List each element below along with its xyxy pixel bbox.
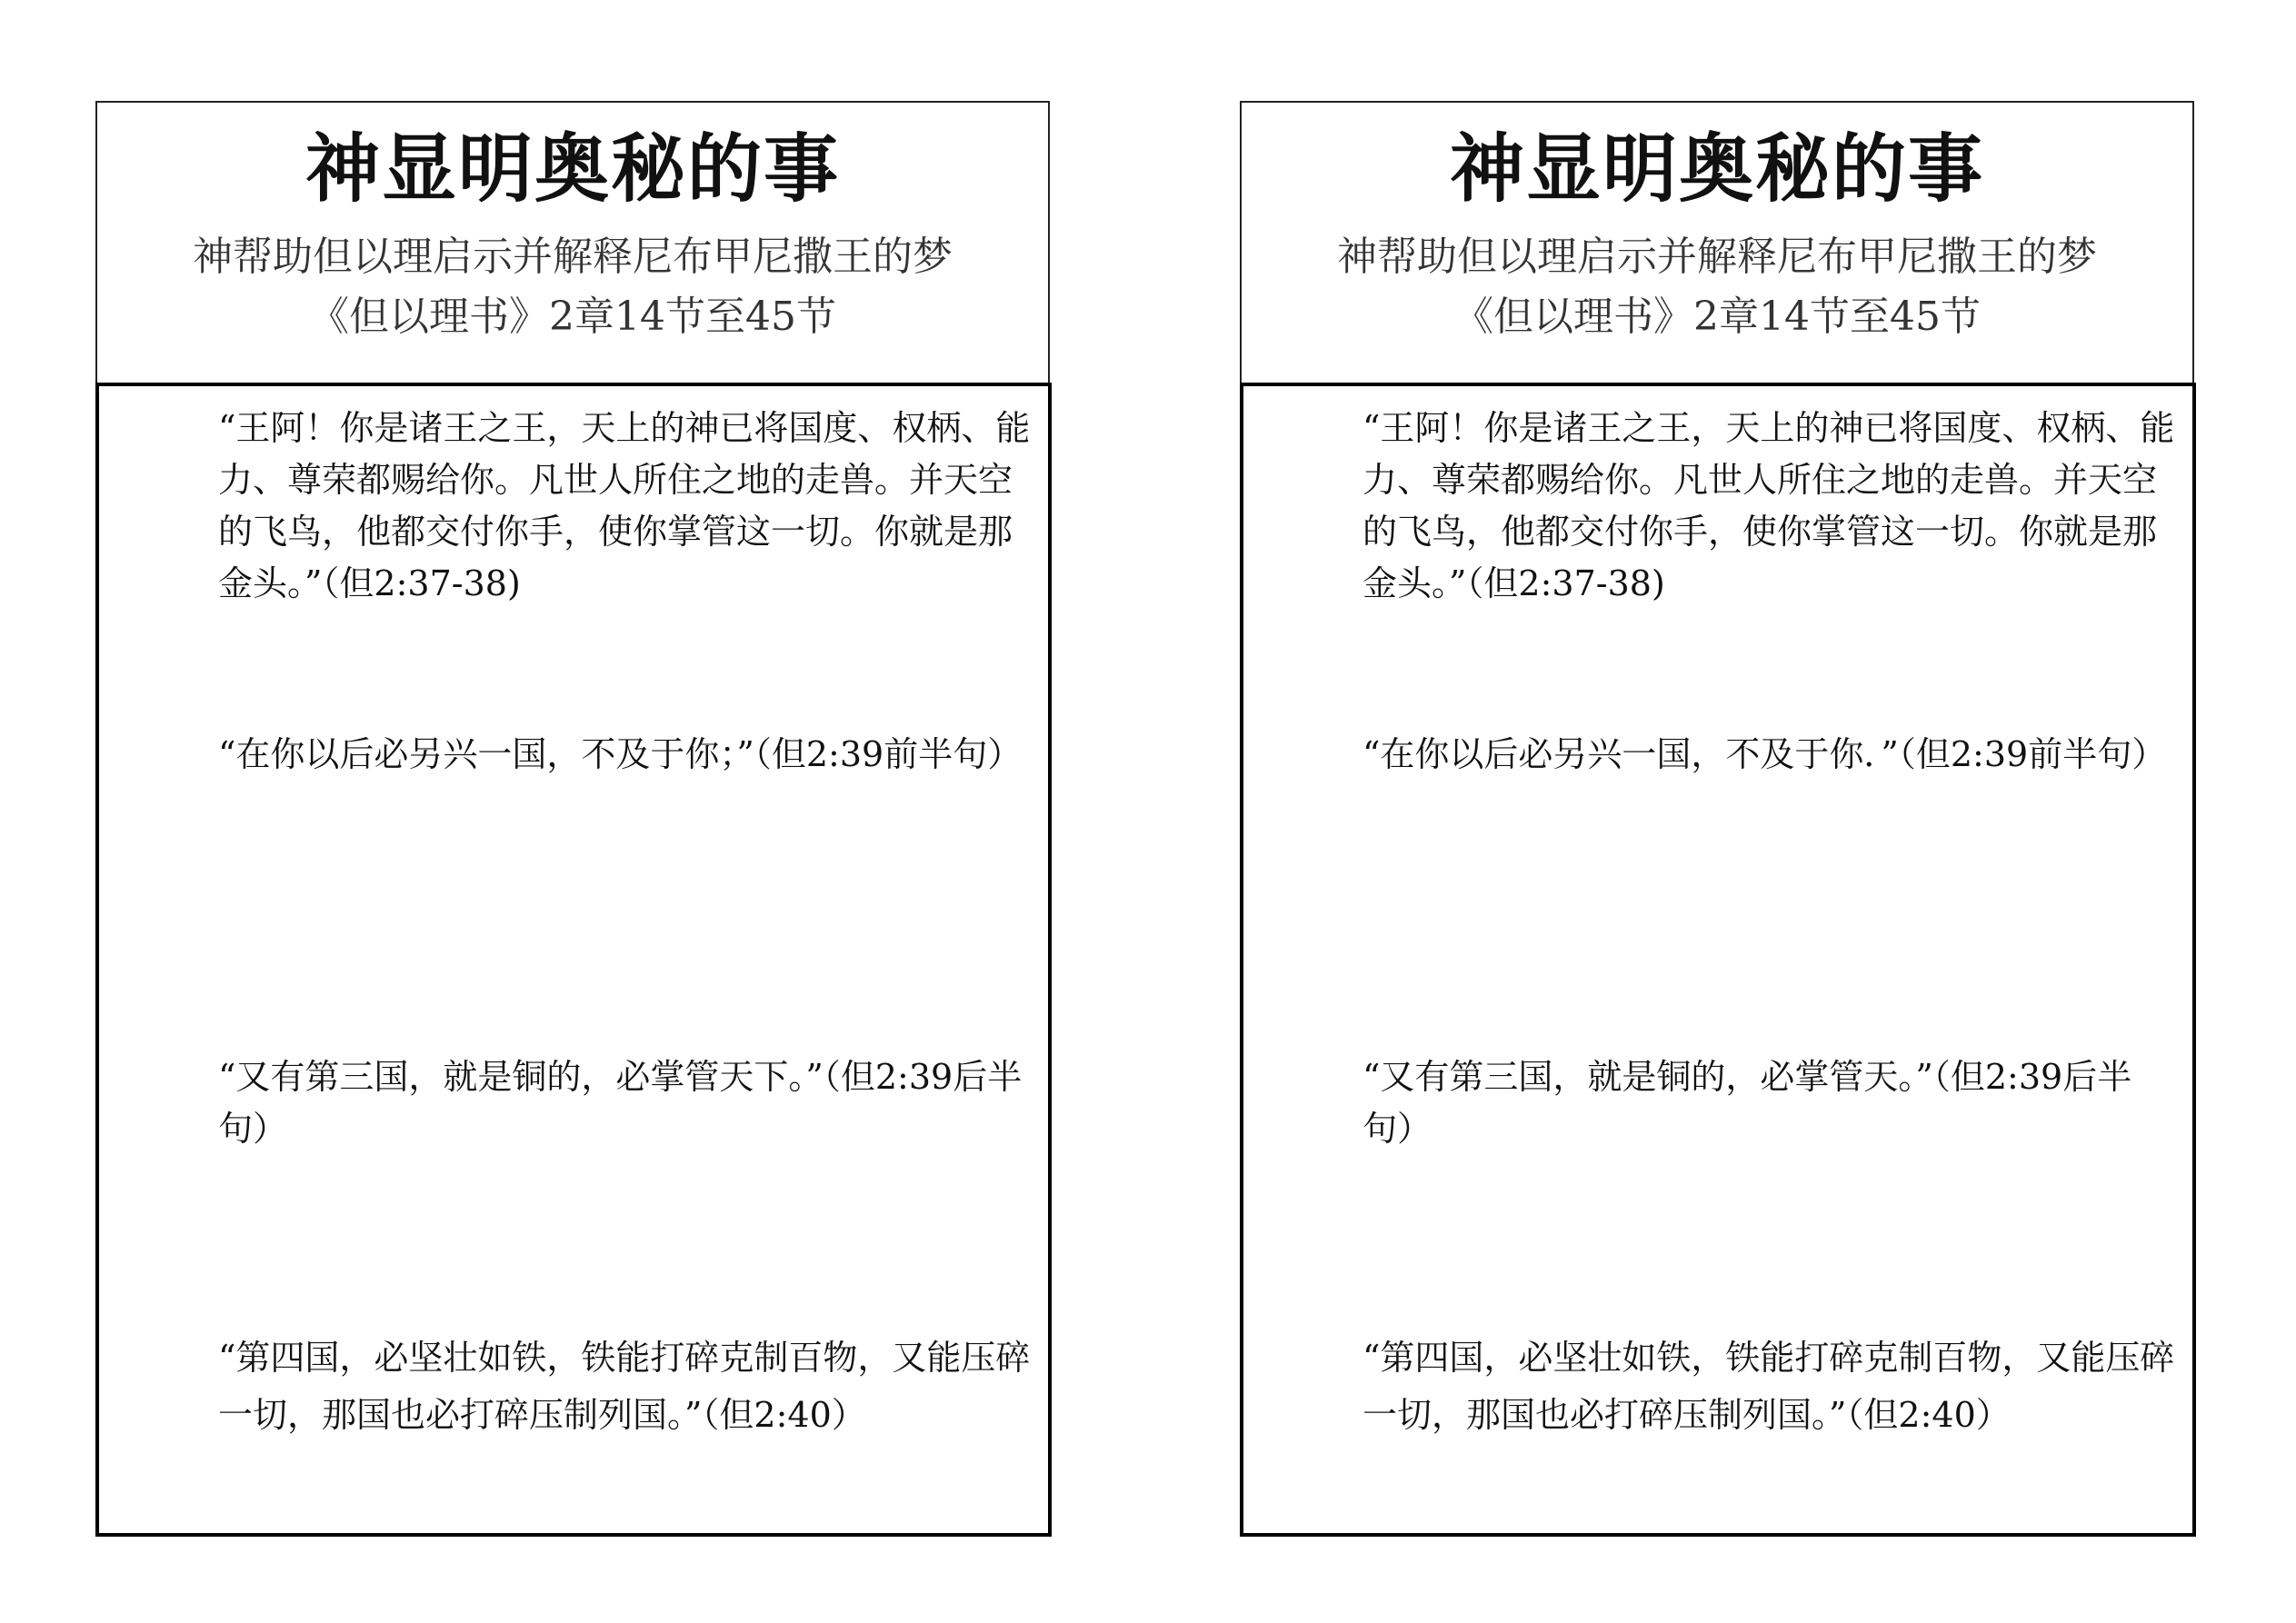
- card-subtitle: 神帮助但以理启示并解释尼布甲尼撒王的梦: [1337, 234, 2097, 280]
- verses-box: [1240, 383, 2196, 1537]
- verse-text: “第四国，必坚壮如铁，铁能打碎克制百物，又能压碎一切，那国也必打碎压制列国。”（但2:40）: [218, 1338, 1031, 1435]
- verses-box: [95, 383, 1052, 1537]
- verse-text: “在你以后必另兴一国，不及于你．”（但2:39前半句）: [1363, 734, 2167, 774]
- card-header: [95, 101, 1050, 384]
- handout-card-right: [1240, 101, 2196, 1537]
- verse-text: “在你以后必另兴一国，不及于你；”（但2:39前半句）: [218, 734, 1023, 774]
- verse-text: “又有第三国，就是铜的，必掌管天下。”（但2:39后半句）: [218, 1057, 1023, 1149]
- scripture-reference: 《但以理书》2章14节至45节: [309, 294, 836, 340]
- verse-text: “王阿！你是诸王之王，天上的神已将国度、权柄、能力、尊荣都赐给你。凡世人所住之地的走兽。并天空的飞鸟，他都交付你手，使你掌管这一切。你就是那金头。”（但2:37-38): [1363, 408, 2175, 603]
- verse-text: “王阿！你是诸王之王，天上的神已将国度、权柄、能力、尊荣都赐给你。凡世人所住之地的走兽。并天空的飞鸟，他都交付你手，使你掌管这一切。你就是那金头。”（但2:37-38): [218, 408, 1031, 603]
- card-subtitle: 神帮助但以理启示并解释尼布甲尼撒王的梦: [193, 234, 953, 280]
- card-header: [1240, 101, 2194, 384]
- verse-text: “第四国，必坚壮如铁，铁能打碎克制百物，又能压碎一切，那国也必打碎压制列国。”（但2:40）: [1363, 1338, 2175, 1435]
- verse-text: “又有第三国，就是铜的，必掌管天。”（但2:39后半句）: [1363, 1057, 2132, 1149]
- card-title: 神显明奥秘的事: [1449, 125, 1984, 213]
- handout-card-left: [95, 101, 1052, 1537]
- card-title: 神显明奥秘的事: [304, 125, 840, 213]
- scripture-reference: 《但以理书》2章14节至45节: [1453, 294, 1981, 340]
